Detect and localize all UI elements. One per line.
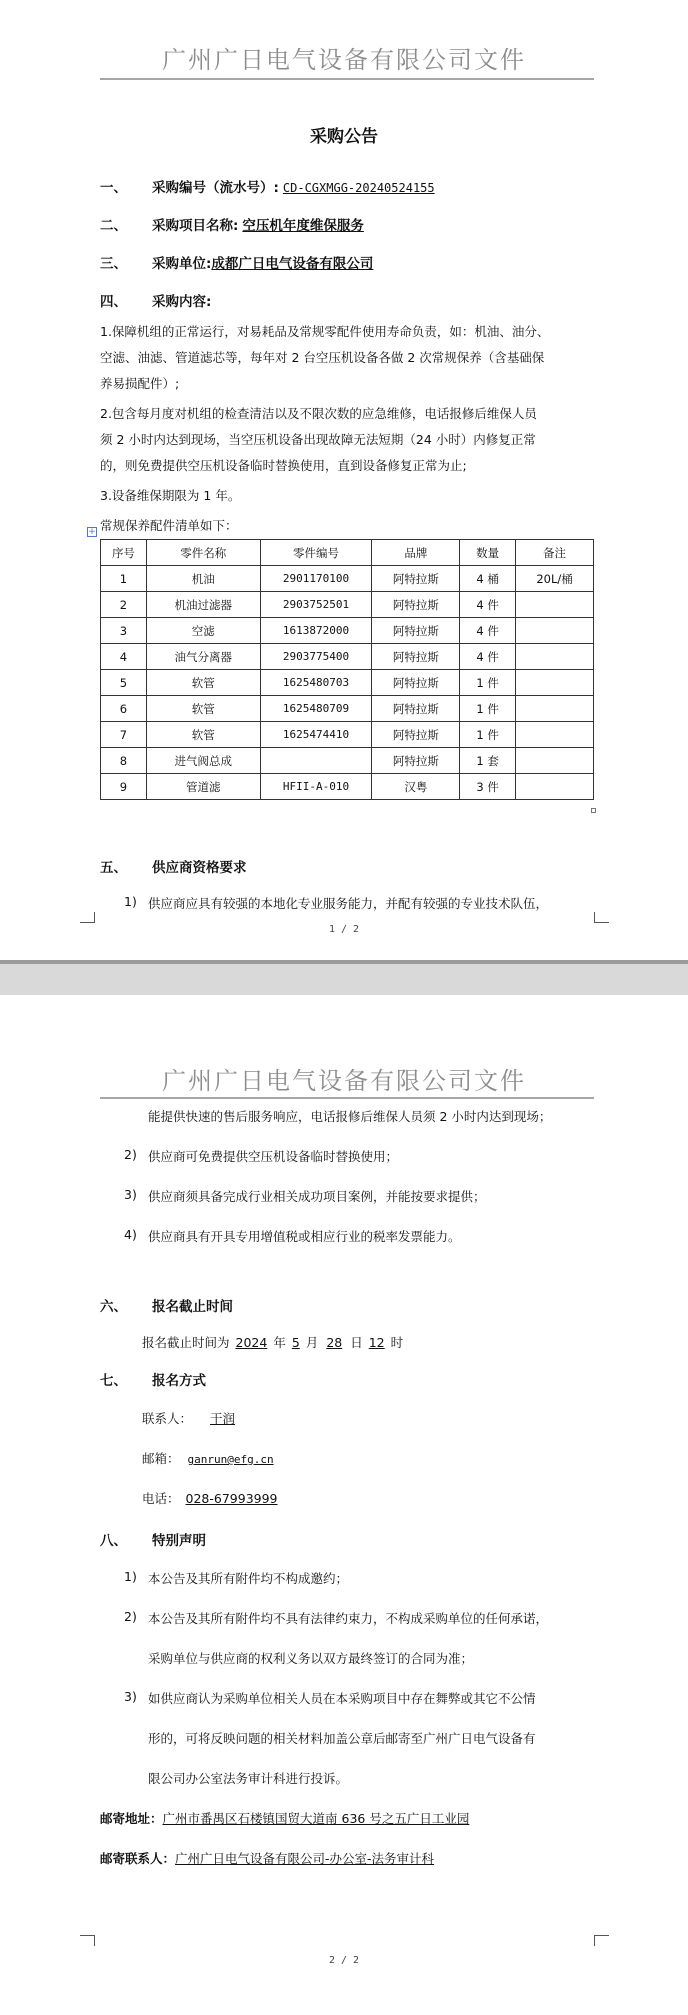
- content-line: 养易损配件）;: [100, 376, 180, 391]
- content-line: 3.设备维保期限为 1 年。: [100, 488, 241, 503]
- deadline-hour: 12: [368, 1335, 385, 1350]
- content-label: 采购内容:: [152, 294, 212, 310]
- mailing-address-value: 广州市番禺区石楼镇国贸大道南 636 号之五广日工业园: [162, 1811, 470, 1826]
- table-row: [101, 618, 594, 644]
- header-rule: [100, 78, 594, 80]
- deadline-day: 28: [326, 1335, 343, 1350]
- table-cell: 软管: [146, 722, 260, 748]
- column-header: 备注: [516, 540, 594, 566]
- parts-table: [100, 539, 594, 800]
- table-cell: 2903775400: [260, 644, 372, 670]
- requirement-number: 2): [124, 1147, 137, 1162]
- supplier-requirements-label: 供应商资格要求: [152, 860, 247, 876]
- email-value[interactable]: ganrun@efg.cn: [187, 1453, 274, 1466]
- deadline-month-unit: 月: [305, 1335, 319, 1350]
- declaration-text: 如供应商认为采购单位相关人员在本采购项目中存在舞弊或其它不公情: [148, 1691, 536, 1706]
- requirement-text: 供应商须具备完成行业相关成功项目案例，并能按要求提供；: [148, 1189, 486, 1204]
- table-cell: [516, 722, 594, 748]
- table-cell: 软管: [146, 696, 260, 722]
- section-number: 三、: [100, 256, 127, 272]
- document-title: 采购公告: [310, 127, 378, 147]
- table-cell: 6: [101, 696, 147, 722]
- table-cell: 管道滤: [146, 774, 260, 800]
- section-1: [100, 176, 435, 196]
- table-cell: 机油: [146, 566, 260, 592]
- project-name-value: 空压机年度维保服务: [242, 218, 364, 234]
- section-number: 四、: [100, 294, 127, 310]
- contact-value: 干润: [210, 1411, 236, 1426]
- requirement-text: 能提供快速的售后服务响应，电话报修后维保人员须 2 小时内达到现场；: [148, 1109, 552, 1124]
- table-cell: 8: [101, 748, 147, 774]
- table-cell: 进气阀总成: [146, 748, 260, 774]
- table-cell: [516, 644, 594, 670]
- deadline-year-unit: 年: [273, 1335, 286, 1350]
- purchaser-label: 采购单位:: [152, 256, 212, 272]
- content-line: 空滤、油滤、管道滤芯等，每年对 2 台空压机设备各做 2 次常规保养（含基础保: [100, 350, 545, 365]
- table-cell: 阿特拉斯: [372, 670, 460, 696]
- requirement-text: 供应商应具有较强的本地化专业服务能力，并配有较强的专业技术队伍，: [148, 896, 549, 911]
- margin-corner-mark: [80, 1935, 95, 1946]
- table-cell: 1: [101, 566, 147, 592]
- table-cell: [516, 748, 594, 774]
- phone-line: [142, 1489, 290, 1507]
- procurement-id-value: CD-CGXMGG-20240524155: [282, 181, 435, 195]
- section-4: [100, 290, 211, 310]
- table-cell: 阿特拉斯: [372, 618, 460, 644]
- column-header: 数量: [460, 540, 516, 566]
- purchaser-value: 成都广日电气设备有限公司: [211, 256, 374, 272]
- column-header: 序号: [101, 540, 147, 566]
- margin-corner-mark: [80, 912, 95, 923]
- table-cell: 阿特拉斯: [372, 644, 460, 670]
- table-cell: 阿特拉斯: [372, 592, 460, 618]
- table-row: [101, 748, 594, 774]
- declaration-number: 1): [124, 1569, 137, 1584]
- header-rule: [100, 1097, 594, 1099]
- table-row: [101, 644, 594, 670]
- table-cell: 汉粤: [372, 774, 460, 800]
- table-row: [101, 670, 594, 696]
- deadline-year: 2024: [235, 1335, 268, 1350]
- table-cell: 软管: [146, 670, 260, 696]
- table-cell: 4 件: [460, 592, 516, 618]
- table-caption: 常规保养配件清单如下：: [100, 518, 238, 533]
- table-cell: [516, 618, 594, 644]
- content-line: 2.包含每月度对机组的检查清洁以及不限次数的应急维修，电话报修后维保人员: [100, 406, 537, 421]
- deadline-hour-unit: 时: [390, 1335, 404, 1350]
- page-number: 2 / 2: [328, 1955, 360, 1966]
- content-line: 的，则免费提供空压机设备临时替换使用，直到设备修复正常为止;: [100, 458, 467, 473]
- declaration-text: 形的，可将反映问题的相关材料加盖公章后邮寄至广州广日电气设备有: [148, 1731, 536, 1746]
- registration-label: 报名方式: [152, 1373, 206, 1389]
- table-cell: 油气分离器: [146, 644, 260, 670]
- table-row: [101, 722, 594, 748]
- section-2: [100, 214, 392, 234]
- table-cell: 1625480703: [260, 670, 372, 696]
- deadline-label: 报名截止时间: [152, 1299, 233, 1315]
- deadline-prefix: 报名截止时间为: [142, 1335, 230, 1350]
- section-number: 五、: [100, 860, 127, 876]
- table-cell: 2903752501: [260, 592, 372, 618]
- mailing-address-line: [100, 1809, 469, 1827]
- table-cell: 1 件: [460, 696, 516, 722]
- section-5: [100, 856, 247, 876]
- table-cell: 4 件: [460, 644, 516, 670]
- declaration-number: 3): [124, 1689, 137, 1704]
- table-cell: 1 套: [460, 748, 516, 774]
- column-header: 零件编号: [260, 540, 372, 566]
- declaration-text: 本公告及其所有附件均不具有法律约束力，不构成采购单位的任何承诺，: [148, 1611, 549, 1626]
- table-cell: 1613872000: [260, 618, 372, 644]
- table-cell: [516, 774, 594, 800]
- requirement-text: 供应商可免费提供空压机设备临时替换使用；: [148, 1149, 399, 1164]
- table-cell: 2: [101, 592, 147, 618]
- section-number: 八、: [100, 1533, 127, 1549]
- table-cell: 1 件: [460, 722, 516, 748]
- email-label: 邮箱：: [142, 1451, 180, 1466]
- deadline-month: 5: [291, 1335, 300, 1350]
- table-cell: 空滤: [146, 618, 260, 644]
- table-cell: 9: [101, 774, 147, 800]
- content-line: 1.保障机组的正常运行，对易耗品及常规零配件使用寿命负责，如：机油、油分、: [100, 324, 550, 339]
- mailing-contact-line: [100, 1849, 434, 1867]
- section-8: [100, 1529, 206, 1549]
- table-cell: 7: [101, 722, 147, 748]
- phone-value: 028-67993999: [185, 1491, 278, 1506]
- section-7: [100, 1369, 206, 1389]
- declaration-text: 采购单位与供应商的权利义务以双方最终签订的合同为准；: [148, 1651, 474, 1666]
- mailing-address-label: 邮寄地址：: [100, 1811, 163, 1826]
- deadline-day-unit: 日: [350, 1335, 363, 1350]
- procurement-id-label: 采购编号（流水号）:: [152, 180, 279, 196]
- column-header: 零件名称: [146, 540, 260, 566]
- contact-label: 联系人：: [142, 1411, 193, 1426]
- table-cell: 2901170100: [260, 566, 372, 592]
- page-number: 1 / 2: [328, 924, 360, 935]
- section-3: [100, 252, 397, 272]
- table-cell: HFII-A-010: [260, 774, 372, 800]
- table-cell: 1625480709: [260, 696, 372, 722]
- table-cell: 阿特拉斯: [372, 722, 460, 748]
- table-cell: 4 件: [460, 618, 516, 644]
- declaration-text: 限公司办公室法务审计科进行投诉。: [148, 1771, 349, 1786]
- table-cell: 机油过滤器: [146, 592, 260, 618]
- requirement-text: 供应商具有开具专用增值税或相应行业的税率发票能力。: [148, 1229, 461, 1244]
- mailing-contact-value: 广州广日电气设备有限公司-办公室-法务审计科: [175, 1851, 435, 1866]
- table-cell: 阿特拉斯: [372, 748, 460, 774]
- margin-corner-mark: [594, 1935, 609, 1946]
- table-cell: 阿特拉斯: [372, 696, 460, 722]
- table-row: [101, 592, 594, 618]
- page-header: 广州广日电气设备有限公司文件: [162, 46, 526, 74]
- table-cell: 1625474410: [260, 722, 372, 748]
- special-statement-label: 特别声明: [152, 1533, 206, 1549]
- section-number: 一、: [100, 180, 127, 196]
- table-row: [101, 774, 594, 800]
- table-header-row: [101, 540, 594, 566]
- document-page-1: [0, 0, 688, 960]
- requirement-number: 1): [124, 894, 137, 909]
- column-header: 品牌: [372, 540, 460, 566]
- page-header: 广州广日电气设备有限公司文件: [162, 1067, 526, 1095]
- section-number: 二、: [100, 218, 127, 234]
- declaration-text: 本公告及其所有附件均不构成邀约；: [148, 1571, 349, 1586]
- table-resize-handle[interactable]: [591, 808, 596, 813]
- phone-label: 电话：: [142, 1491, 180, 1506]
- document-page-2: [0, 995, 688, 2015]
- declaration-number: 2): [124, 1609, 137, 1624]
- project-name-label: 采购项目名称:: [152, 218, 239, 234]
- table-row: [101, 696, 594, 722]
- email-line: [142, 1449, 282, 1467]
- page-separator: [0, 960, 688, 995]
- requirement-number: 3): [124, 1187, 137, 1202]
- table-move-handle-icon[interactable]: +: [88, 527, 96, 537]
- section-number: 六、: [100, 1299, 127, 1315]
- table-cell: [260, 748, 372, 774]
- table-cell: 20L/桶: [516, 566, 594, 592]
- deadline-line: [142, 1333, 403, 1351]
- section-number: 七、: [100, 1373, 127, 1389]
- table-cell: [516, 592, 594, 618]
- table-cell: 4: [101, 644, 147, 670]
- table-cell: 1 件: [460, 670, 516, 696]
- mailing-contact-label: 邮寄联系人：: [100, 1851, 176, 1866]
- margin-corner-mark: [594, 912, 609, 923]
- table-row: [101, 566, 594, 592]
- section-6: [100, 1295, 233, 1315]
- table-cell: 4 桶: [460, 566, 516, 592]
- content-line: 须 2 小时内达到现场，当空压机设备出现故障无法短期（24 小时）内修复正常: [100, 432, 536, 447]
- contact-line: [142, 1409, 275, 1427]
- table-cell: [516, 696, 594, 722]
- table-cell: 5: [101, 670, 147, 696]
- table-cell: 3 件: [460, 774, 516, 800]
- table-cell: 3: [101, 618, 147, 644]
- table-cell: [516, 670, 594, 696]
- requirement-number: 4): [124, 1227, 137, 1242]
- table-cell: 阿特拉斯: [372, 566, 460, 592]
